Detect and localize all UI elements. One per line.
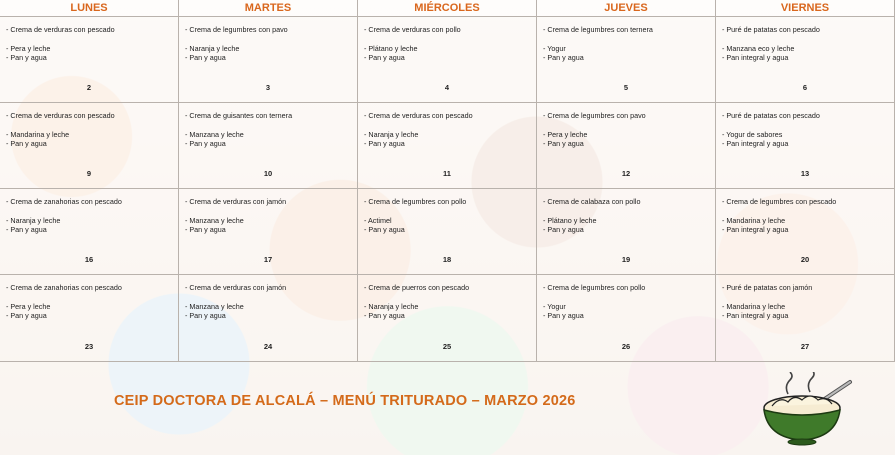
first-course: - Puré de patatas con pescado [722, 25, 820, 34]
menu-title: CEIP DOCTORA DE ALCALÁ – MENÚ TRITURADO – MARZO 2026 [114, 393, 576, 409]
dessert: - Manzana eco y leche [722, 43, 795, 53]
menu-cell [0, 17, 179, 103]
header-tuesday: MARTES [179, 0, 358, 17]
dessert: - Yogur [543, 301, 566, 311]
menu-cell [358, 103, 537, 189]
menu-cell [179, 189, 358, 275]
dessert: - Manzana y leche [185, 129, 244, 139]
first-course: - Puré de patatas con pescado [722, 111, 820, 120]
first-course: - Crema de verduras con pescado [6, 111, 115, 120]
menu-cell [358, 275, 537, 362]
first-course: - Crema de legumbres con pavo [543, 111, 646, 120]
menu-cell [537, 17, 716, 103]
first-course: - Crema de verduras con pollo [364, 25, 461, 34]
menu-cell [0, 189, 179, 275]
day-number: 18 [442, 254, 452, 264]
first-course: - Puré de patatas con jamón [722, 283, 813, 292]
bread-water: - Pan y agua [185, 139, 226, 148]
dessert: - Naranja y leche [364, 129, 419, 139]
menu-cell [716, 17, 895, 103]
menu-cell [716, 103, 895, 189]
dessert: - Plátano y leche [543, 215, 597, 225]
day-number: 9 [86, 168, 92, 178]
menu-cell [179, 103, 358, 189]
day-number: 16 [84, 254, 94, 264]
day-number: 27 [800, 341, 810, 351]
bread-water: - Pan y agua [185, 311, 226, 320]
dessert: - Pera y leche [6, 301, 51, 311]
bread-water: - Pan y agua [6, 225, 47, 234]
first-course: - Crema de legumbres con pollo [364, 197, 467, 206]
header-wednesday: MIÉRCOLES [358, 0, 537, 17]
day-number: 26 [621, 341, 631, 351]
menu-cell [358, 17, 537, 103]
dessert: - Naranja y leche [6, 215, 61, 225]
bread-water: - Pan y agua [543, 311, 584, 320]
bread-water: - Pan y agua [6, 139, 47, 148]
day-number: 20 [800, 254, 810, 264]
day-number: 6 [802, 82, 808, 92]
bread-water: - Pan integral y agua [722, 53, 789, 62]
first-course: - Crema de zanahorias con pescado [6, 283, 122, 292]
menu-cell [179, 17, 358, 103]
bread-water: - Pan y agua [185, 225, 226, 234]
day-number: 4 [444, 82, 450, 92]
first-course: - Crema de legumbres con pescado [722, 197, 837, 206]
first-course: - Crema de legumbres con pavo [185, 25, 288, 34]
dessert: - Actimel [364, 215, 392, 225]
first-course: - Crema de verduras con pescado [6, 25, 115, 34]
header-monday: LUNES [0, 0, 179, 17]
day-number: 2 [86, 82, 92, 92]
first-course: - Crema de zanahorias con pescado [6, 197, 122, 206]
dessert: - Pera y leche [6, 43, 51, 53]
bread-water: - Pan integral y agua [722, 225, 789, 234]
bread-water: - Pan y agua [364, 53, 405, 62]
header-thursday: JUEVES [537, 0, 716, 17]
bread-water: - Pan y agua [185, 53, 226, 62]
bread-water: - Pan y agua [364, 139, 405, 148]
menu-cell [537, 103, 716, 189]
bread-water: - Pan integral y agua [722, 139, 789, 148]
menu-cell [358, 189, 537, 275]
day-number: 12 [621, 168, 631, 178]
first-course: - Crema de puerros con pescado [364, 283, 470, 292]
day-number: 3 [265, 82, 271, 92]
dessert: - Mandarina y leche [6, 129, 70, 139]
bread-water: - Pan integral y agua [722, 311, 789, 320]
first-course: - Crema de verduras con pescado [364, 111, 473, 120]
dessert: - Manzana y leche [185, 215, 244, 225]
puree-bowl-icon [758, 372, 858, 448]
menu-cell [716, 275, 895, 362]
bread-water: - Pan y agua [543, 139, 584, 148]
first-course: - Crema de legumbres con pollo [543, 283, 646, 292]
menu-cell [0, 275, 179, 362]
day-number: 11 [443, 168, 451, 178]
menu-cell [716, 189, 895, 275]
dessert: - Yogur [543, 43, 566, 53]
dessert: - Mandarina y leche [722, 215, 786, 225]
bread-water: - Pan y agua [543, 225, 584, 234]
first-course: - Crema de verduras con jamón [185, 197, 287, 206]
dessert: - Naranja y leche [185, 43, 240, 53]
day-number: 23 [84, 341, 94, 351]
day-number: 5 [623, 82, 629, 92]
menu-cell [537, 275, 716, 362]
menu-cell [0, 103, 179, 189]
first-course: - Crema de calabaza con pollo [543, 197, 641, 206]
day-number: 10 [263, 168, 273, 178]
bread-water: - Pan y agua [364, 225, 405, 234]
bread-water: - Pan y agua [364, 311, 405, 320]
day-number: 17 [263, 254, 273, 264]
bread-water: - Pan y agua [6, 53, 47, 62]
header-friday: VIERNES [716, 0, 895, 17]
first-course: - Crema de legumbres con ternera [543, 25, 653, 34]
dessert: - Yogur de sabores [722, 129, 783, 139]
day-number: 13 [800, 168, 810, 178]
day-number: 25 [442, 341, 452, 351]
menu-cell [179, 275, 358, 362]
day-number: 24 [263, 341, 273, 351]
day-number: 19 [621, 254, 631, 264]
dessert: - Pera y leche [543, 129, 588, 139]
dessert: - Manzana y leche [185, 301, 244, 311]
bread-water: - Pan y agua [543, 53, 584, 62]
first-course: - Crema de verduras con jamón [185, 283, 287, 292]
dessert: - Naranja y leche [364, 301, 419, 311]
first-course: - Crema de guisantes con ternera [185, 111, 293, 120]
dessert: - Mandarina y leche [722, 301, 786, 311]
dessert: - Plátano y leche [364, 43, 418, 53]
menu-cell [537, 189, 716, 275]
bread-water: - Pan y agua [6, 311, 47, 320]
